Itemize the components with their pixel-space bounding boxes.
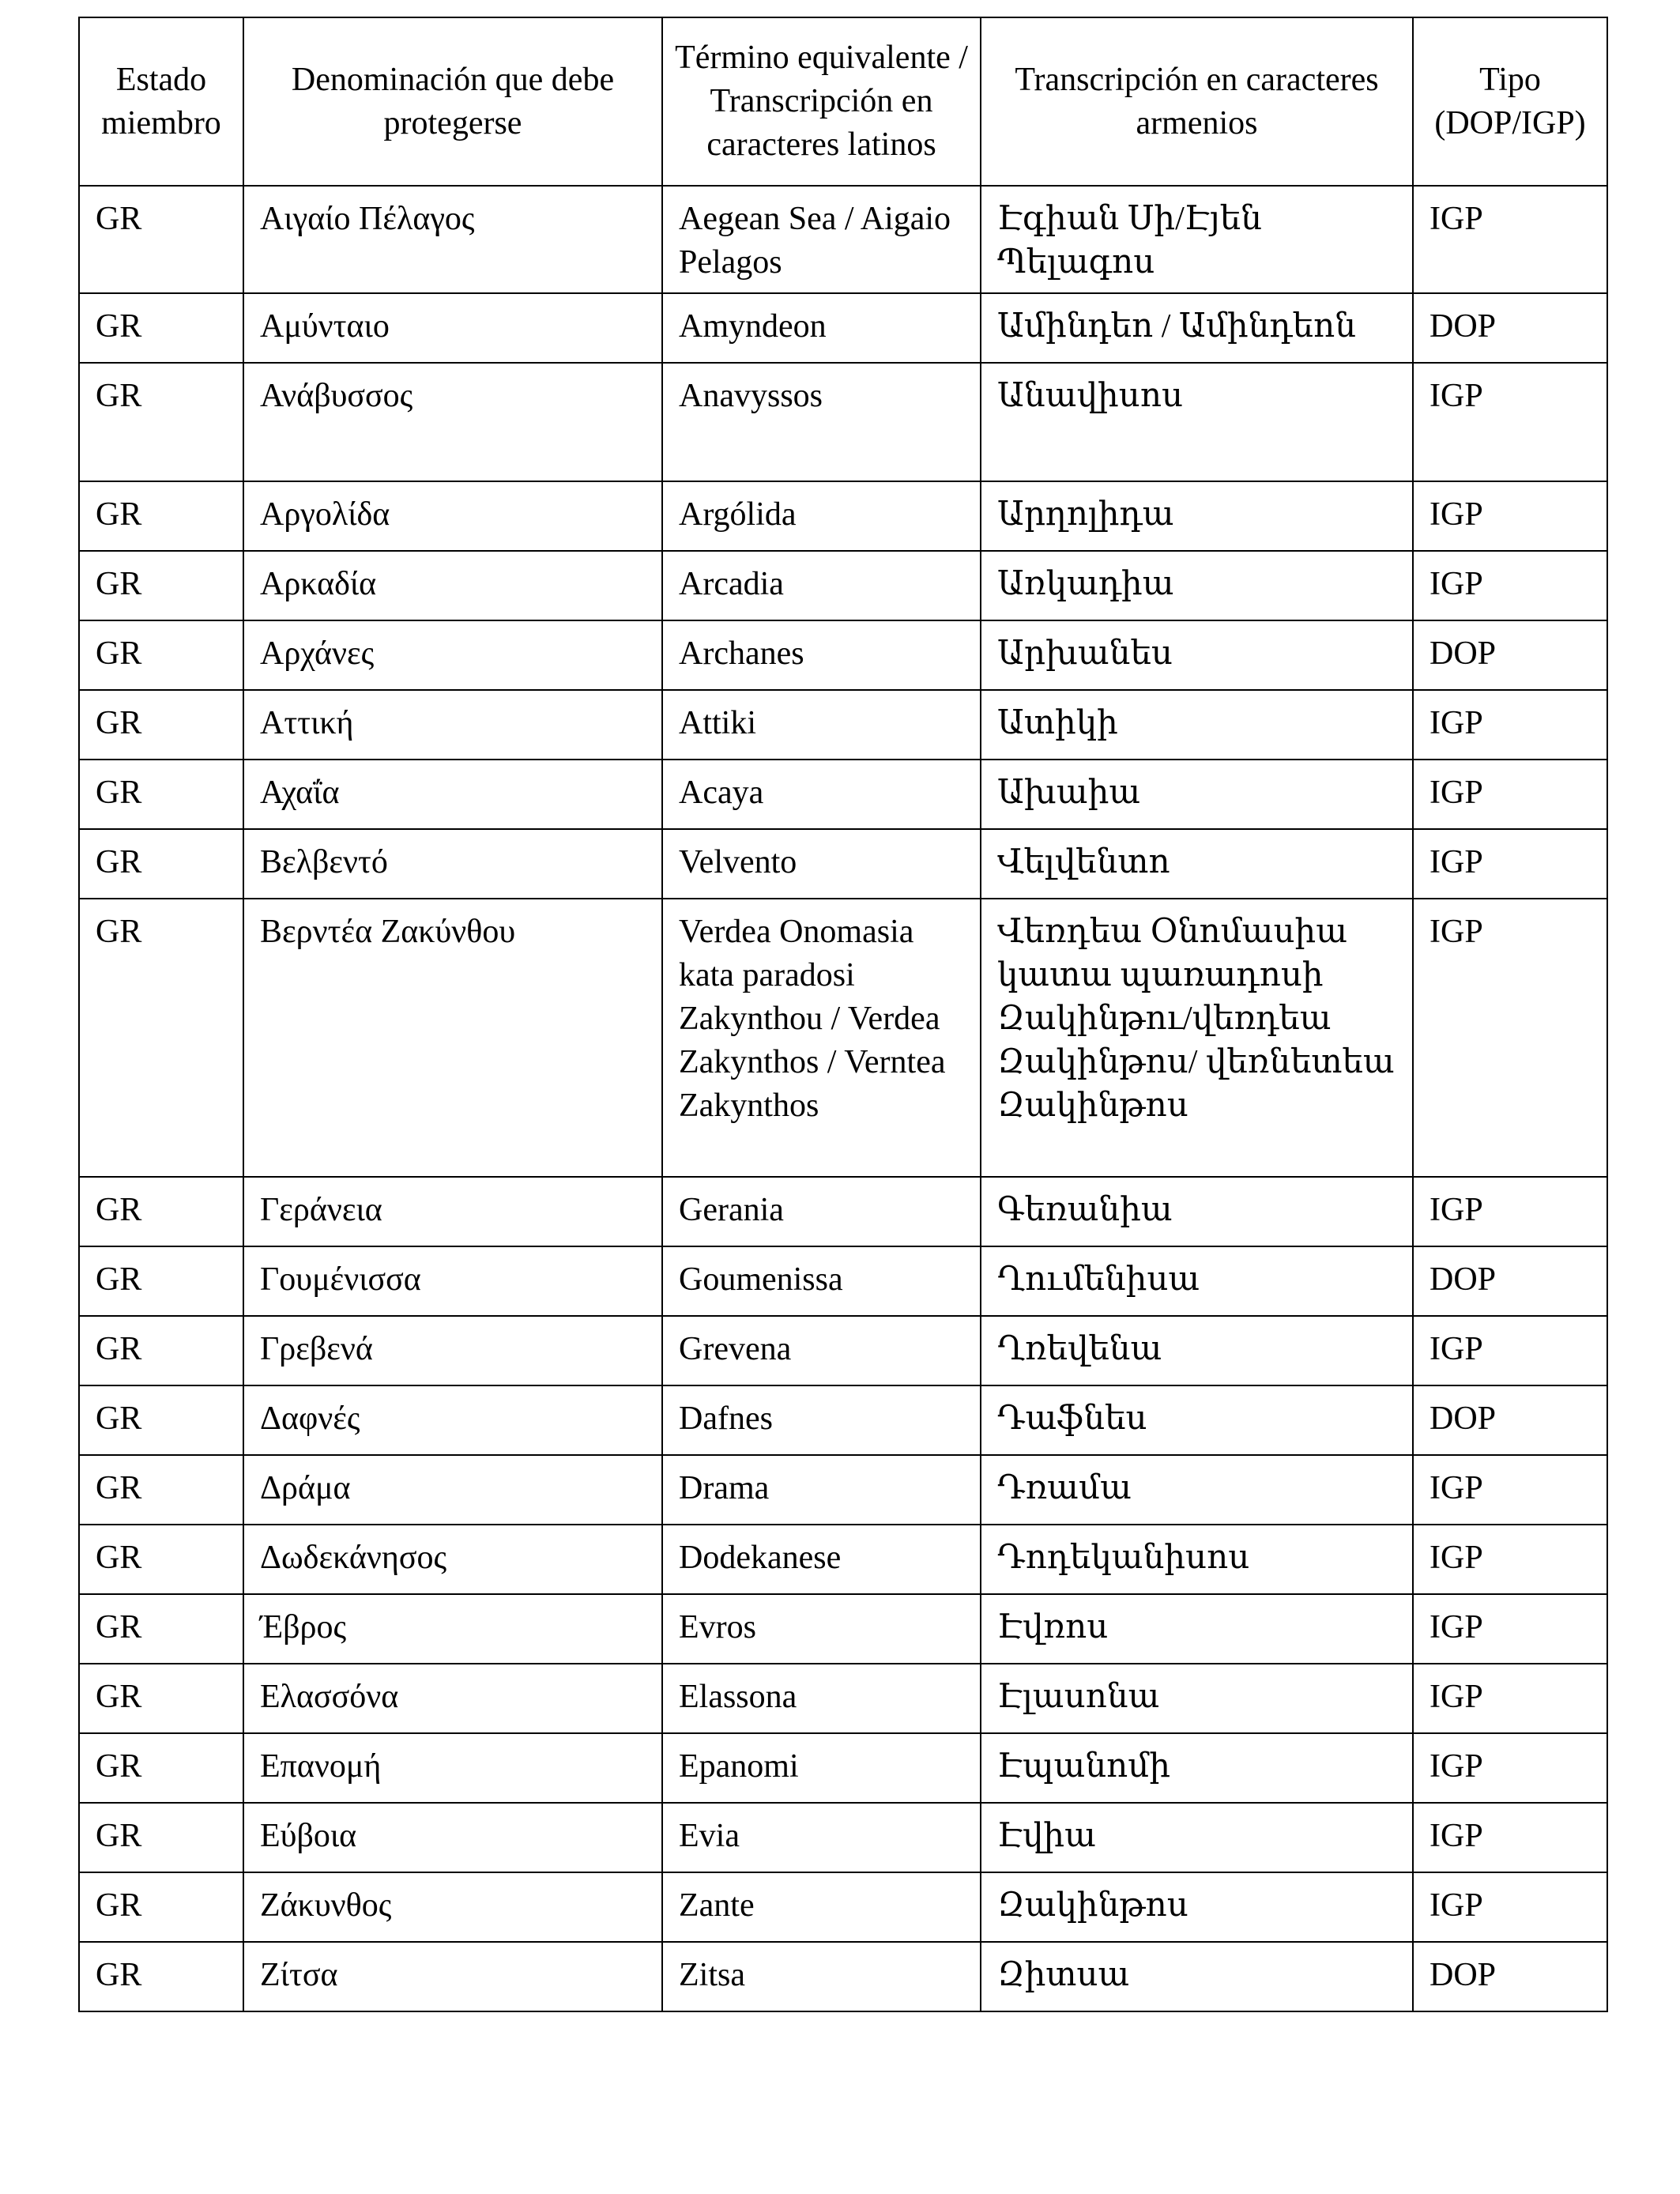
cell-member-state: GR: [79, 1525, 243, 1594]
table-row: [79, 1246, 1607, 1316]
cell-denomination: Δαφνές: [243, 1385, 662, 1455]
cell-member-state: GR: [79, 1177, 243, 1246]
cell-armenian-transcription: Զիտսա: [981, 1942, 1413, 2011]
header-armenian-transcription: Transcripción en caracteres armenios: [981, 17, 1413, 186]
cell-denomination: Ελασσόνα: [243, 1664, 662, 1733]
cell-type: IGP: [1413, 1803, 1607, 1872]
cell-type: DOP: [1413, 1246, 1607, 1316]
table-row: [79, 760, 1607, 829]
table-row: [79, 1525, 1607, 1594]
cell-type: DOP: [1413, 1385, 1607, 1455]
cell-armenian-transcription: Ատիկի: [981, 690, 1413, 760]
geographical-indications-table: [78, 17, 1608, 2012]
cell-denomination: Επανομή: [243, 1733, 662, 1803]
cell-member-state: GR: [79, 1803, 243, 1872]
cell-equivalent-term: Goumenissa: [662, 1246, 981, 1316]
cell-denomination: Αρκαδία: [243, 551, 662, 620]
header-type: Tipo (DOP/IGP): [1413, 17, 1607, 186]
table-row: [79, 1803, 1607, 1872]
cell-denomination: Αττική: [243, 690, 662, 760]
cell-type: IGP: [1413, 690, 1607, 760]
header-member-state: Estado miembro: [79, 17, 243, 186]
cell-equivalent-term: Dafnes: [662, 1385, 981, 1455]
cell-type: IGP: [1413, 1872, 1607, 1942]
cell-armenian-transcription: Էպանոմի: [981, 1733, 1413, 1803]
cell-member-state: GR: [79, 1872, 243, 1942]
table-row: [79, 1316, 1607, 1385]
cell-member-state: GR: [79, 620, 243, 690]
table-row: [79, 293, 1607, 363]
cell-type: IGP: [1413, 1455, 1607, 1525]
cell-member-state: GR: [79, 1733, 243, 1803]
cell-equivalent-term: Acaya: [662, 760, 981, 829]
cell-type: IGP: [1413, 1525, 1607, 1594]
table-row: [79, 829, 1607, 899]
cell-type: IGP: [1413, 1664, 1607, 1733]
cell-member-state: GR: [79, 1455, 243, 1525]
cell-armenian-transcription: Վելվենտո: [981, 829, 1413, 899]
header-denomination: Denominación que debe protegerse: [243, 17, 662, 186]
cell-denomination: Βερντέα Ζακύνθου: [243, 899, 662, 1177]
cell-type: IGP: [1413, 760, 1607, 829]
cell-equivalent-term: Zitsa: [662, 1942, 981, 2011]
table-body: [79, 186, 1607, 2011]
table-row: [79, 1385, 1607, 1455]
cell-equivalent-term: Gerania: [662, 1177, 981, 1246]
cell-equivalent-term: Drama: [662, 1455, 981, 1525]
cell-armenian-transcription: Արղոլիդա: [981, 481, 1413, 551]
cell-denomination: Δωδεκάνησος: [243, 1525, 662, 1594]
cell-armenian-transcription: Գեռանիա: [981, 1177, 1413, 1246]
cell-armenian-transcription: Դռամա: [981, 1455, 1413, 1525]
cell-denomination: Έβρος: [243, 1594, 662, 1664]
cell-armenian-transcription: Էվռոս: [981, 1594, 1413, 1664]
cell-type: IGP: [1413, 899, 1607, 1177]
cell-denomination: Γρεβενά: [243, 1316, 662, 1385]
cell-denomination: Αργολίδα: [243, 481, 662, 551]
cell-type: DOP: [1413, 620, 1607, 690]
cell-denomination: Αχαΐα: [243, 760, 662, 829]
cell-member-state: GR: [79, 829, 243, 899]
cell-type: IGP: [1413, 1177, 1607, 1246]
cell-type: IGP: [1413, 186, 1607, 293]
table-row: [79, 690, 1607, 760]
cell-denomination: Ζάκυνθος: [243, 1872, 662, 1942]
cell-armenian-transcription: Դոդեկանիսոս: [981, 1525, 1413, 1594]
cell-armenian-transcription: Արխանես: [981, 620, 1413, 690]
cell-equivalent-term: Verdea Onomasia kata paradosi Zakynthou / Verdea Zakynthos / Verntea Zakynthos: [662, 899, 981, 1177]
cell-member-state: GR: [79, 363, 243, 481]
cell-armenian-transcription: Էլասոնա: [981, 1664, 1413, 1733]
cell-armenian-transcription: Ամինդեո / Ամինդեոն: [981, 293, 1413, 363]
cell-equivalent-term: Attiki: [662, 690, 981, 760]
cell-member-state: GR: [79, 899, 243, 1177]
cell-armenian-transcription: Վեռդեա Օնոմասիա կատա պառադոսի Զակինթու/վեռդեա Զակինթոս/ վեռնետեա Զակինթոս: [981, 899, 1413, 1177]
cell-type: IGP: [1413, 829, 1607, 899]
cell-equivalent-term: Zante: [662, 1872, 981, 1942]
cell-member-state: GR: [79, 690, 243, 760]
cell-type: IGP: [1413, 551, 1607, 620]
cell-member-state: GR: [79, 1246, 243, 1316]
table-row: [79, 620, 1607, 690]
table-header-row: [79, 17, 1607, 186]
table-row: [79, 1455, 1607, 1525]
cell-denomination: Βελβεντό: [243, 829, 662, 899]
cell-member-state: GR: [79, 1942, 243, 2011]
table-row: [79, 899, 1607, 1177]
cell-member-state: GR: [79, 1664, 243, 1733]
cell-equivalent-term: Anavyssos: [662, 363, 981, 481]
table-row: [79, 186, 1607, 293]
cell-type: IGP: [1413, 481, 1607, 551]
table-row: [79, 1664, 1607, 1733]
cell-equivalent-term: Dodekanese: [662, 1525, 981, 1594]
cell-member-state: GR: [79, 186, 243, 293]
cell-denomination: Αμύνταιο: [243, 293, 662, 363]
cell-denomination: Γουμένισσα: [243, 1246, 662, 1316]
cell-equivalent-term: Evros: [662, 1594, 981, 1664]
cell-type: IGP: [1413, 1733, 1607, 1803]
cell-member-state: GR: [79, 1594, 243, 1664]
cell-equivalent-term: Argólida: [662, 481, 981, 551]
cell-equivalent-term: Grevena: [662, 1316, 981, 1385]
cell-armenian-transcription: Դաֆնես: [981, 1385, 1413, 1455]
cell-denomination: Γεράνεια: [243, 1177, 662, 1246]
cell-equivalent-term: Evia: [662, 1803, 981, 1872]
table-row: [79, 1942, 1607, 2011]
table-row: [79, 1872, 1607, 1942]
cell-armenian-transcription: Անավիսոս: [981, 363, 1413, 481]
cell-equivalent-term: Arcadia: [662, 551, 981, 620]
cell-equivalent-term: Amyndeon: [662, 293, 981, 363]
cell-armenian-transcription: Ղռեվենա: [981, 1316, 1413, 1385]
cell-type: DOP: [1413, 1942, 1607, 2011]
header-equivalent-term: Término equivalente / Transcripción en caracteres latinos: [662, 17, 981, 186]
cell-equivalent-term: Archanes: [662, 620, 981, 690]
cell-denomination: Αιγαίο Πέλαγος: [243, 186, 662, 293]
cell-member-state: GR: [79, 1385, 243, 1455]
cell-type: IGP: [1413, 1316, 1607, 1385]
table-row: [79, 363, 1607, 481]
table-row: [79, 551, 1607, 620]
cell-armenian-transcription: Ղումենիսա: [981, 1246, 1413, 1316]
table-row: [79, 481, 1607, 551]
cell-denomination: Εύβοια: [243, 1803, 662, 1872]
cell-equivalent-term: Velvento: [662, 829, 981, 899]
cell-member-state: GR: [79, 1316, 243, 1385]
cell-equivalent-term: Epanomi: [662, 1733, 981, 1803]
cell-denomination: Αρχάνες: [243, 620, 662, 690]
cell-armenian-transcription: Ախաիա: [981, 760, 1413, 829]
cell-armenian-transcription: Զակինթոս: [981, 1872, 1413, 1942]
cell-denomination: Δράμα: [243, 1455, 662, 1525]
cell-member-state: GR: [79, 481, 243, 551]
cell-equivalent-term: Elassona: [662, 1664, 981, 1733]
table-row: [79, 1733, 1607, 1803]
cell-armenian-transcription: Էգիան Սի/Էյեն Պելագոս: [981, 186, 1413, 293]
cell-armenian-transcription: Էվիա: [981, 1803, 1413, 1872]
cell-type: IGP: [1413, 363, 1607, 481]
cell-armenian-transcription: Առկադիա: [981, 551, 1413, 620]
cell-member-state: GR: [79, 760, 243, 829]
cell-denomination: Ανάβυσσος: [243, 363, 662, 481]
table-row: [79, 1177, 1607, 1246]
cell-type: DOP: [1413, 293, 1607, 363]
table-row: [79, 1594, 1607, 1664]
cell-denomination: Ζίτσα: [243, 1942, 662, 2011]
cell-type: IGP: [1413, 1594, 1607, 1664]
cell-member-state: GR: [79, 551, 243, 620]
cell-equivalent-term: Aegean Sea / Aigaio Pelagos: [662, 186, 981, 293]
cell-member-state: GR: [79, 293, 243, 363]
